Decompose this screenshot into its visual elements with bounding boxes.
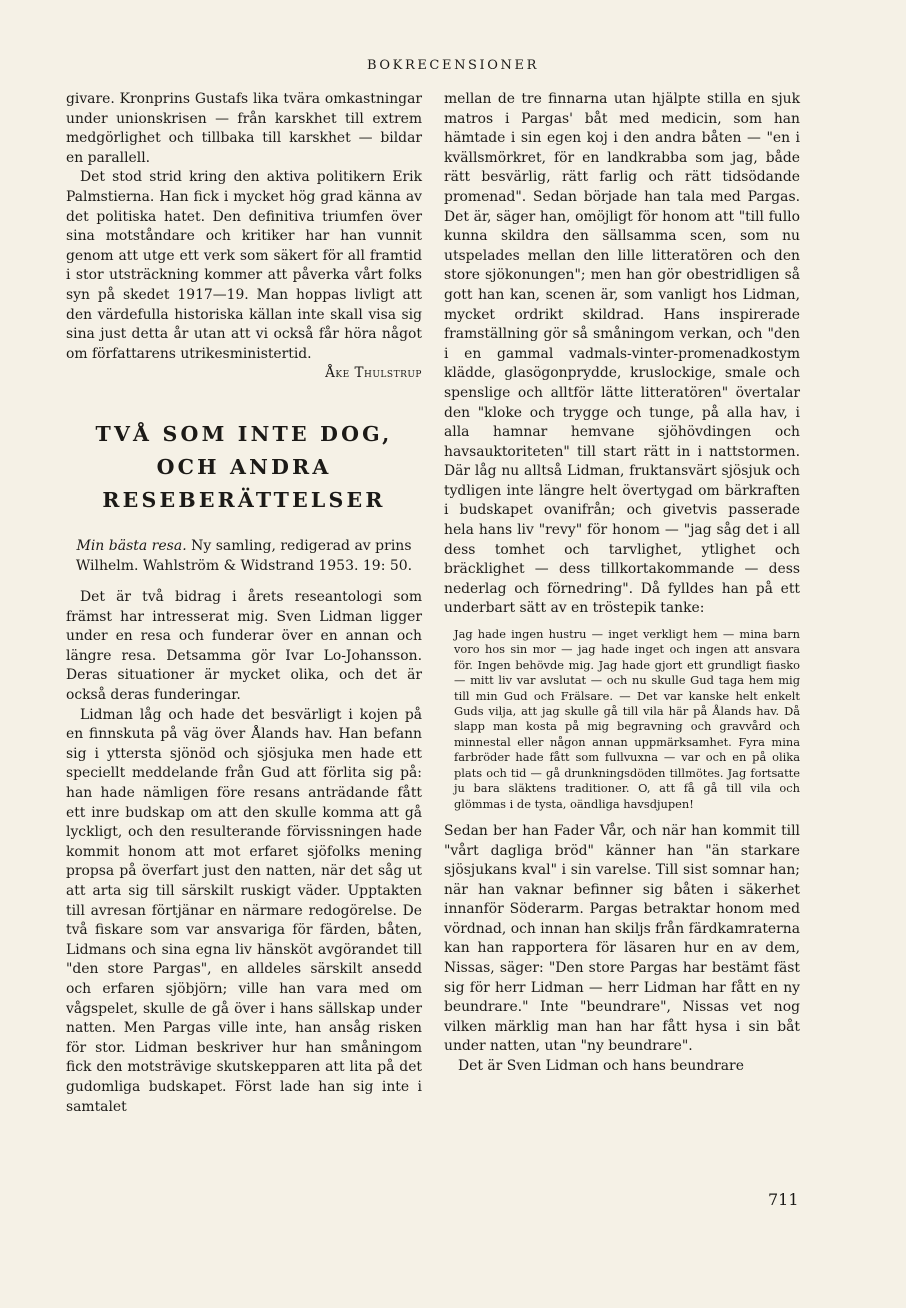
article-title: TVÅ SOM INTE DOG, OCH ANDRA RESEBERÄTTELSER [95,421,393,512]
right-paragraph: Sedan ber han Fader Vår, och när han kommit till "vårt dagliga bröd" känner han "än starkare sjösjukans kval" i sin varelse. Till sist somnar han; när han vaknar befinner sig båten i säkerhet innanför Söderarm. Pargas betraktar honom med vördnad, och innan han skiljs från färdkamraterna kan han rapportera för läsaren hur en av dem, Nissas, säger: "Den store Pargas har bestämt fäst sig för herr Lidman — herr Lidman har fått en ny beundrare." Inte "beundrare", Nissas vet nog vilken märklig man han har fått hysa i sin båt under natten, utan "ny beundrare". [444,822,800,1055]
left-column [66,90,422,1117]
left-paragraph: Lidman låg och hade det besvärligt i kojen på en finnskuta på väg över Ålands hav. Han befann sig i yttersta sjönöd och sjösjuka men hade ett speciellt meddelande från Gud att förlita sig på: han hade nämligen före resans anträdande fått ett inre budskap om att den skulle komma att gå lyckligt, och den resulterande förvissningen hade kommit honom att mot erfaret sjöfolks mening propsa på överfart just den natten, när det såg ut att arta sig till särskilt ruskigt väder. Upptakten till avresan förtjänar en närmare redogörelse. De två fiskare som var ansvariga för färden, båten, Lidmans och sina egna liv hänsköt avgörandet till "den store Pargas", en alldeles särskilt ansedd och erfaren sjöbjörn; ville han vara med om vågspelet, skulle de gå över i hans sällskap under natten. Men Pargas ville inte, han ansåg risken för stor. Lidman beskriver hur han småningom fick den motsträvige skutskepparen att lita på det gudomliga budskapet. Först lade han sig inte i samtalet [66,706,422,1115]
right-column [444,90,800,1077]
book-details: Ny samling, redigerad av prins Wilhelm. Wahlström & Widstrand 1953. 19: 50. [75,537,413,574]
right-paragraph: Det är Sven Lidman och hans beundrare [458,1058,744,1075]
left-paragraph: Det stod strid kring den aktiva politikern Erik Palmstierna. Han fick i mycket hög grad känna av det politiska hatet. Den definitiva triumfen över sina motståndare och kritiker har han vunnit genom att utge ett verk som säkert för all framtid i stor utsträckning kommer att påverka vårt folks syn på skedet 1917—19. Man hoppas livligt att den värdefulla historiska källan inte skall visa sig sina just detta år utan att vi också får höra något om författarens utrikesministertid. [66,169,422,362]
page-number: 711 [768,1190,799,1209]
book-info [66,537,422,576]
book-title: Min bästa resa. [76,537,187,554]
right-paragraph: mellan de tre finnarna utan hjälpte stilla en sjuk matros i Pargas' båt med medicin, som han hämtade i sin egen koj i den andra båten — "en i kvällsmörkret, för en landkrabba som jag, både rätt besvärlig, rätt farlig och rätt tidsödande promenad". Sedan började han tala med Pargas. Det är, säger han, omöjligt för honom att "till fullo kunna skildra den sällsamma scen, som nu utspelades mellan den lille litteratören och den store sjökonungen"; men han gör obestridligen så gott han kan, scenen är, som vanligt hos Lidman, mycket ordrikt skildrad. Hans inspirerade framställning gör så småningom verkan, och "den i en gammal vadmals-vinter-promenadkostym klädde, glasögonprydde, kruslockige, smale och spenslige och alltför lätte litteratören" övertalar den "kloke och trygge och tunge, på alla hav, i alla hamnar hemvane sjöhövdingen och havsauktoriteten" till start rätt in i nattstormen. Där låg nu alltså Lidman, fruktansvärt sjösjuk och tydligen inte längre helt övertygad om bärkraften i budskapet ovanifrån; och givetvis passerade hela hans liv "revy" för honom — "jag såg det i all dess tomhet och tarvlighet, ytlighet och bräcklighet — dess tillkortakommande — dess nederlag och förnedring". Då fylldes han på ett underbart sätt av en tröstерik tanke: [444,91,800,617]
block-quote: Jag hade ingen hustru — inget verkligt hem — mina barn voro hos sin mor — jag hade inget och ingen att ansvara för. Ingen behövde mig. Jag hade gjort ett grundligt fiasko — mitt liv var avslutat — och nu skulle Gud taga hem mig till min Gud och Frälsare. — Det var kanske helt enkelt Guds vilja, att jag skulle gå till vila här på Ålands hav. Då slapp man kosta på mig begravning och gravvård och minnestal eller någon annan uppmärksamhet. Fyra mina farbröder hade fått som fullvuxna — var och en på olika plats och tid — gå drunkningsdöden tillmötes. Jag fortsatte ju bara släktens traditioner. O, att få gå till vila och glömmas i de tysta, oändliga havsdjupen! [454,627,800,811]
left-paragraph: Det är två bidrag i årets reseantologi som främst har intresserat mig. Sven Lidman ligger under en resa och funderar över en annan och längre resa. Detsamma gör Ivar Lo-Johansson. Deras situationer är mycket olika, och det är också deras funderingar. [66,589,422,704]
running-head: BOKRECENSIONER [366,58,539,73]
left-paragraph: givare. Kronprins Gustafs lika tvära omkastningar under unionskrisen — från karskhet till extrem medgörlighet och tillbaka till karskhet — bildar en parallell. [66,91,422,166]
review-signature: Åke Thulstrup [325,365,422,382]
